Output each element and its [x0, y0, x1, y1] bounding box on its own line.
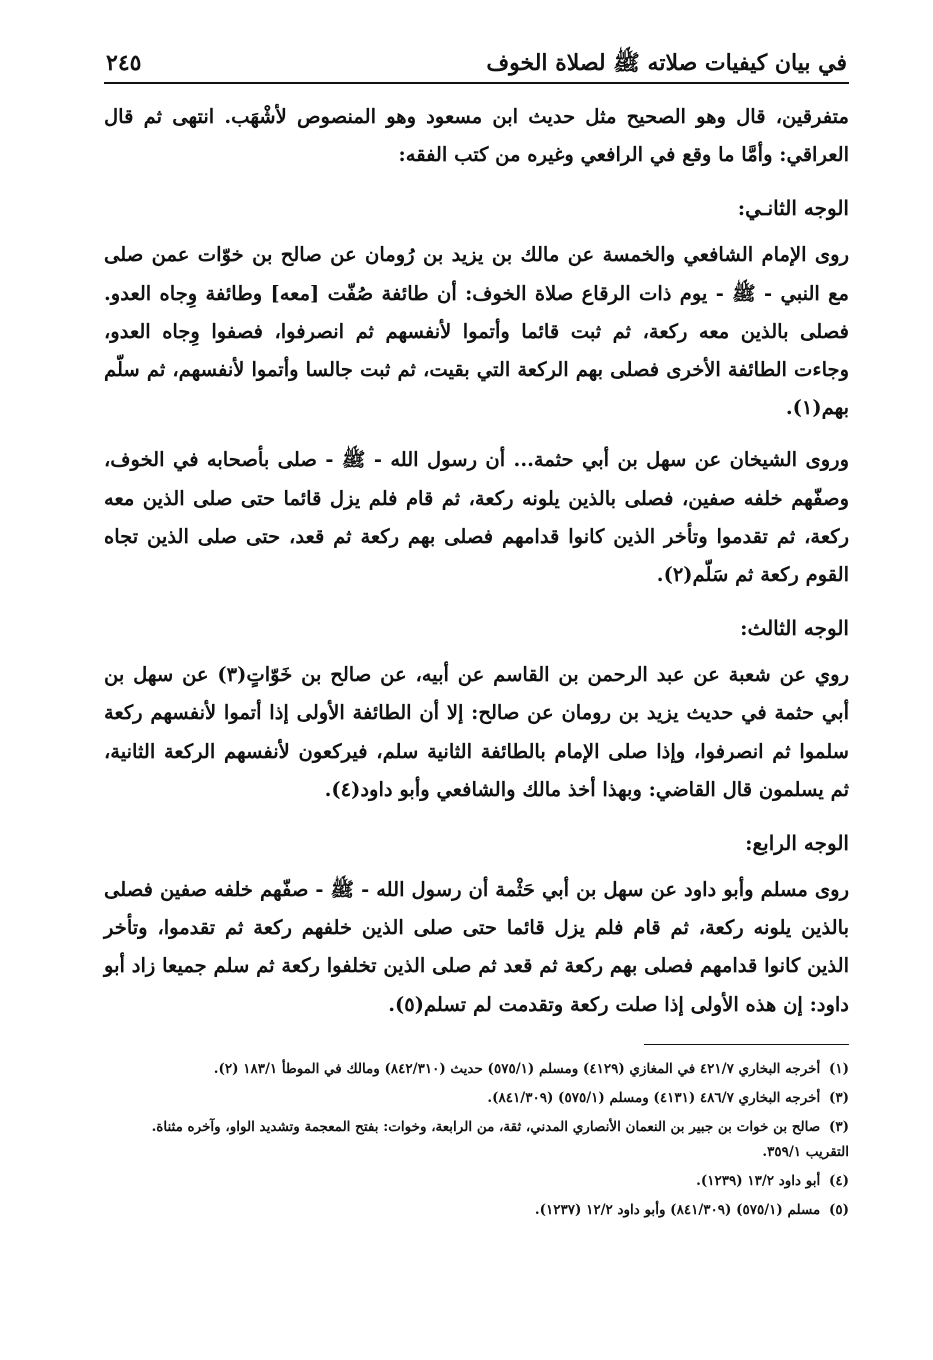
- footnote-number: (٣): [828, 1089, 849, 1106]
- header-rule: [104, 82, 849, 84]
- section-heading: الوجه الثالث:: [740, 616, 849, 641]
- footnote-text: مسلم (٥٧٥/١) (٨٤١/٣٠٩) وأبو داود ١٢/٢ (١٢٣٧).: [534, 1201, 821, 1218]
- footnote: [104, 1057, 849, 1082]
- paragraph: روى الإمام الشافعي والخمسة عن مالك بن يزيد بن رُومان عن صالح بن خوّات عمن صلى مع النبي - ﷺ - يوم ذات الرقاع صلاة الخوف: أن طائفة صُفّت [معه] وطائفة وِجاه العدو. فصلى بالذين معه ركعة، ثم ثبت قائما وأتموا لأنفسهم ثم انصرفوا، فصفوا وِجاه العدو، وجاءت الطائفة الأخرى فصلى بهم الركعة التي بقيت، ثم ثبت جالسا وأتموا لأنفسهم، ثم سلّم بهم(١).: [104, 243, 849, 420]
- footnote-text: أبو داود ١٣/٢ (١٢٣٩).: [696, 1172, 821, 1189]
- running-title: في بيان كيفيات صلاته ﷺ لصلاة الخوف: [486, 50, 847, 76]
- footnote-number: (٤): [828, 1172, 849, 1189]
- page-number: ٢٤٥: [106, 50, 142, 76]
- footnotes: [104, 1057, 849, 1223]
- footnote: [104, 1198, 849, 1223]
- paragraph: روى مسلم وأبو داود عن سهل بن أبي حَثْمة أن رسول الله - ﷺ - صفّهم خلفه صفين فصلى بالذين يلونه ركعة، ثم قام فلم يزل قائما حتى صلى الذين خلفهم ركعة ثم تقدموا، وتأخر الذين كانوا قدامهم فصلى بهم ركعة ثم قعد ثم صلى الذين تخلفوا ركعة ثم سلم جميعا زاد أبو داود: إن هذه الأولى إذا صلت ركعة وتقدمت لم تسلم(٥).: [104, 878, 849, 1016]
- footnote: [104, 1115, 849, 1165]
- footnote-separator: [644, 1044, 849, 1045]
- footnote-number: (٥): [828, 1201, 849, 1218]
- footnote-number: (١): [828, 1060, 849, 1077]
- footnote-text: صالح بن خوات بن جبير بن النعمان الأنصاري المدني، ثقة، من الرابعة، وخوات: بفتح المعجمة وتشديد الواو، وآخره مثناة. التقريب ٣٥٩/١.: [151, 1118, 849, 1160]
- running-header: [104, 48, 849, 82]
- footnote: [104, 1086, 849, 1111]
- paragraph: وروى الشيخان عن سهل بن أبي حثمة... أن رسول الله - ﷺ - صلى بأصحابه في الخوف، وصفّهم خلفه صفين، فصلى بالذين يلونه ركعة، ثم قام فلم يزل قائما حتى صلى الذين معه ركعة، ثم تقدموا وتأخر الذين كانوا قدامهم فصلى بهم ركعة ثم قعد، حتى صلى الذين تجاه القوم ركعة ثم سَلّم(٢).: [104, 448, 849, 587]
- footnote-number: (٣): [828, 1118, 849, 1135]
- footnote-text: أخرجه البخاري ٤٨٦/٧ (٤١٣١) ومسلم (٥٧٥/١) (٨٤١/٣٠٩).: [487, 1089, 821, 1106]
- paragraph: متفرقين، قال وهو الصحيح مثل حديث ابن مسعود وهو المنصوص لأشْهَب. انتهى ثم قال العراقي: وأمَّا ما وقع في الرافعي وغيره من كتب الفقه:: [104, 105, 849, 167]
- footnote: [104, 1169, 849, 1194]
- section-heading: الوجه الرابع:: [745, 831, 849, 856]
- paragraph: روي عن شعبة عن عبد الرحمن بن القاسم عن أبيه، عن صالح بن خَوّاتٍ(٣) عن سهل بن أبي حثمة في حديث يزيد بن رومان عن صالح: إلا أن الطائفة الأولى إذا أتموا لأنفسهم ركعة سلموا ثم انصرفوا، وإذا صلى الإمام بالطائفة الثانية سلم، فيركعون لأنفسهم الركعة الثانية، ثم يسلمون قال القاضي: وبهذا أخذ مالك والشافعي وأبو داود(٤).: [104, 663, 849, 801]
- section-heading: الوجه الثانـي:: [737, 196, 849, 221]
- footnote-text: أخرجه البخاري ٤٢١/٧ في المغازي (٤١٢٩) ومسلم (٥٧٥/١) حديث (٨٤٢/٣١٠) ومالك في الموطأ ١٨٣/١ (٢).: [213, 1060, 821, 1077]
- main-text: [104, 98, 849, 1024]
